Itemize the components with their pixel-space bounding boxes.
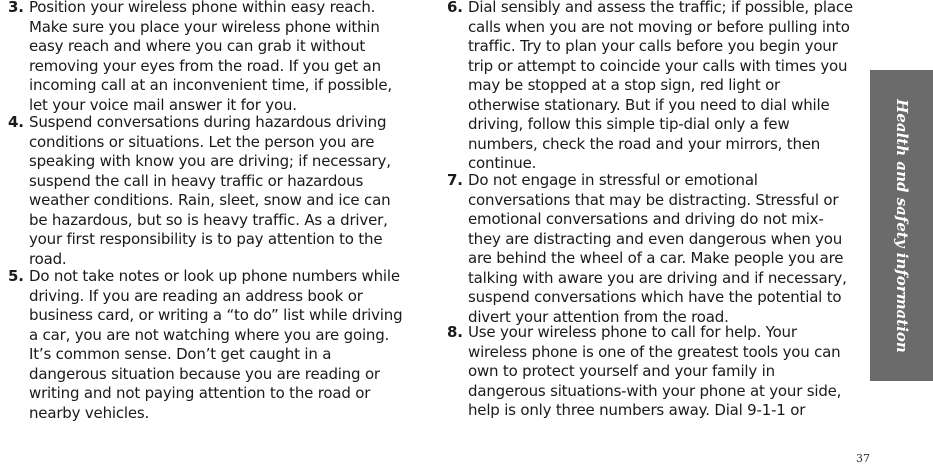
item-text: Use your wireless phone to call for help. Your wireless phone is one of the greatest tools you can own to protect yourself and your family in dangerous situations-with your phone at your side, help is only three numbers away. Dial 9-1-1 or	[468, 323, 842, 419]
page-number: 37	[856, 452, 870, 465]
list-item	[8, 113, 404, 269]
item-text: Do not take notes or look up phone numbers while driving. If you are reading an address book or business card, or writing a “to do” list while driving a car, you are not watching where you are going. It’s common sense. Don’t get caught in a dangerous situation because you are reading or writing and not paying attention to the road or nearby vehicles.	[29, 267, 403, 422]
item-text: Suspend conversations during hazardous driving conditions or situations. Let the person you are speaking with know you are driving; if necessary, suspend the call in heavy traffic or hazardous weather conditions. Rain, sleet, snow and ice can be hazardous, but so is heavy traffic. As a driver, your first responsibility is to pay attention to the road.	[29, 113, 391, 268]
item-text: Position your wireless phone within easy reach. Make sure you place your wireless phone within easy reach and where you can grab it without removing your eyes from the road. If you get an incoming call at an inconvenient time, if possible, let your voice mail answer it for you.	[29, 0, 392, 114]
item-text: Do not engage in stressful or emotional conversations that may be distracting. Stressful or emotional conversations and driving do not mix-they are distracting and even dangerous when you are behind the wheel of a car. Make people you are talking with aware you are driving and if necessary, suspend conversations which have the potential to divert your attention from the road.	[468, 171, 847, 326]
item-number: 5.	[8, 267, 24, 285]
list-item	[8, 267, 404, 423]
item-number: 8.	[447, 323, 463, 341]
list-item	[8, 0, 404, 115]
item-number: 4.	[8, 113, 24, 131]
item-number: 7.	[447, 171, 463, 189]
item-number: 6.	[447, 0, 463, 16]
section-side-tab	[870, 70, 933, 381]
list-item	[447, 0, 855, 174]
list-item	[447, 323, 855, 421]
list-item	[447, 171, 855, 327]
item-number: 3.	[8, 0, 24, 16]
section-label: Health and safety information	[892, 98, 911, 353]
item-text: Dial sensibly and assess the traffic; if possible, place calls when you are not moving or before pulling into traffic. Try to plan your calls before you begin your trip or attempt to coincide your calls with times you may be stopped at a stop sign, red light or otherwise stationary. But if you need to dial while driving, follow this simple tip-dial only a few numbers, check the road and your mirrors, then continue.	[468, 0, 853, 172]
